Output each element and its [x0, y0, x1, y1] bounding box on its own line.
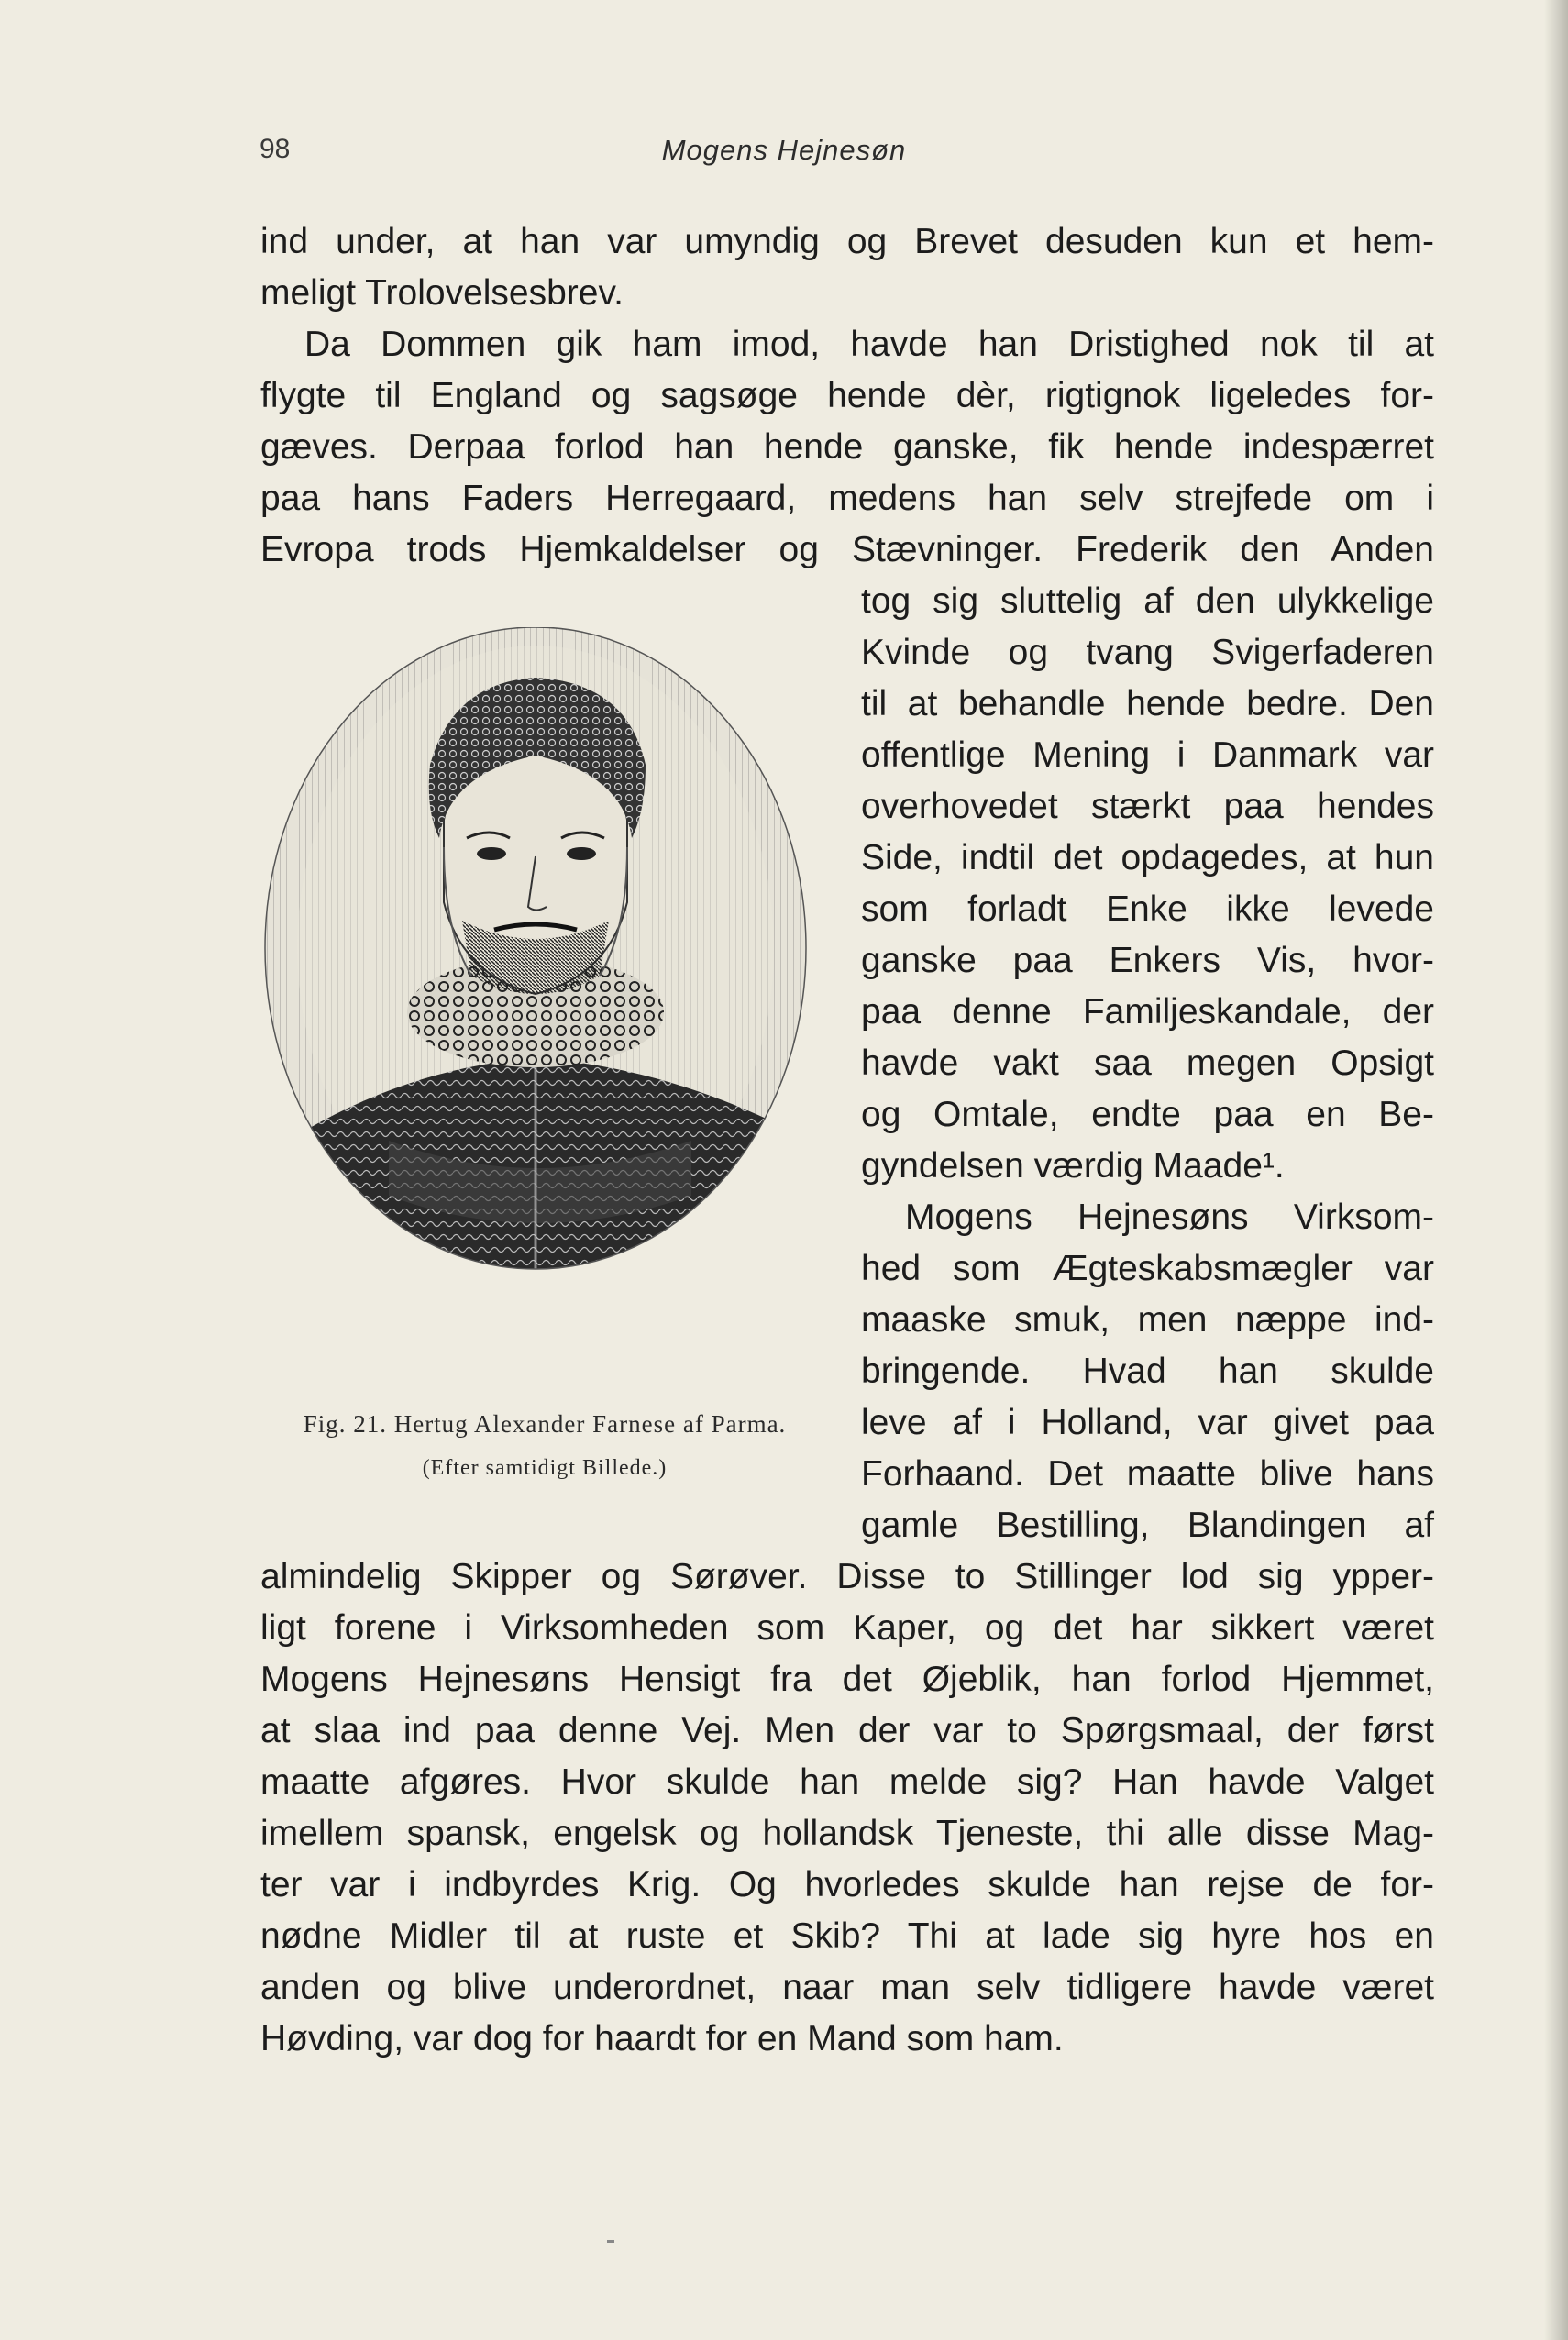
text-line: som forladt Enke ikke levede	[861, 889, 1434, 929]
text-line: paa denne Familjeskandale, der	[861, 992, 1434, 1032]
text-line: nødne Midler til at ruste et Skib? Thi at lade sig hyre hos en	[260, 1916, 1434, 1956]
text-line: anden og blive underordnet, naar man selv tidligere havde været	[260, 1968, 1434, 2007]
caption-title: Fig. 21. Hertug Alexander Farnese af Parma.	[303, 1410, 787, 1438]
text-line: gæves. Derpaa forlod han hende ganske, fik hende indespærret	[260, 427, 1434, 467]
text-line: ganske paa Enkers Vis, hvor-	[861, 941, 1434, 980]
text-line: Mogens Hejnesøns Virksom-	[905, 1198, 1434, 1237]
text-line: havde vakt saa megen Opsigt	[861, 1043, 1434, 1083]
text-line: Evropa trods Hjemkaldelser og Stævninger. Frederik den Anden	[260, 530, 1434, 569]
text-line: tog sig sluttelig af den ulykkelige	[861, 581, 1434, 621]
text-line: Mogens Hejnesøns Hensigt fra det Øjeblik, han forlod Hjemmet,	[260, 1660, 1434, 1699]
text-line: ligt forene i Virksomheden som Kaper, og det har sikkert været	[260, 1608, 1434, 1648]
figure	[260, 627, 829, 1507]
page-edge-shadow	[1544, 0, 1568, 2340]
text-line: ter var i indbyrdes Krig. Og hvorledes skulde han rejse de for-	[260, 1865, 1434, 1904]
text-line: og Omtale, endte paa en Be-	[861, 1095, 1434, 1134]
text-line: imellem spansk, engelsk og hollandsk Tjeneste, thi alle disse Mag-	[260, 1814, 1434, 1853]
text-line: Side, indtil det opdagedes, at hun	[861, 838, 1434, 878]
portrait-engraving	[260, 627, 829, 1379]
text-line: almindelig Skipper og Sørøver. Disse to Stillinger lod sig ypper-	[260, 1557, 1434, 1596]
text-line: Forhaand. Det maatte blive hans	[861, 1454, 1434, 1494]
text-line: maatte afgøres. Hvor skulde han melde sig? Han havde Valget	[260, 1762, 1434, 1802]
page-number: 98	[259, 134, 291, 164]
running-title: Mogens Hejnesøn	[661, 134, 907, 166]
text-line: ind under, at han var umyndig og Brevet desuden kun et hem-	[260, 222, 1434, 261]
text-line: til at behandle hende bedre. Den	[861, 684, 1434, 723]
text-line: Da Dommen gik ham imod, havde han Dristighed nok til at	[304, 325, 1434, 364]
text-line: gamle Bestilling, Blandingen af	[861, 1506, 1434, 1545]
text-line: offentlige Mening i Danmark var	[861, 735, 1434, 775]
text-line: overhovedet stærkt paa hendes	[861, 787, 1434, 826]
text-line: Høvding, var dog for haardt for en Mand som ham.	[260, 2019, 1064, 2059]
text-line: paa hans Faders Herregaard, medens han selv strejfede om i	[260, 479, 1434, 518]
text-line: bringende. Hvad han skulde	[861, 1352, 1434, 1391]
text-line: leve af i Holland, var givet paa	[861, 1403, 1434, 1442]
text-line: meligt Trolovelsesbrev.	[260, 273, 624, 313]
text-line: gyndelsen værdig Maade¹.	[861, 1146, 1285, 1186]
text-line: Kvinde og tvang Svigerfaderen	[861, 633, 1434, 672]
text-line: hed som Ægteskabsmægler var	[861, 1249, 1434, 1288]
stray-mark	[607, 2240, 614, 2243]
text-line: maaske smuk, men næppe ind-	[861, 1300, 1434, 1340]
text-line: flygte til England og sagsøge hende dèr, rigtignok ligeledes for-	[260, 376, 1434, 415]
caption-source: (Efter samtidigt Billede.)	[422, 1456, 668, 1480]
figure-caption	[260, 1408, 829, 1484]
text-line: at slaa ind paa denne Vej. Men der var to Spørgsmaal, der først	[260, 1711, 1434, 1750]
